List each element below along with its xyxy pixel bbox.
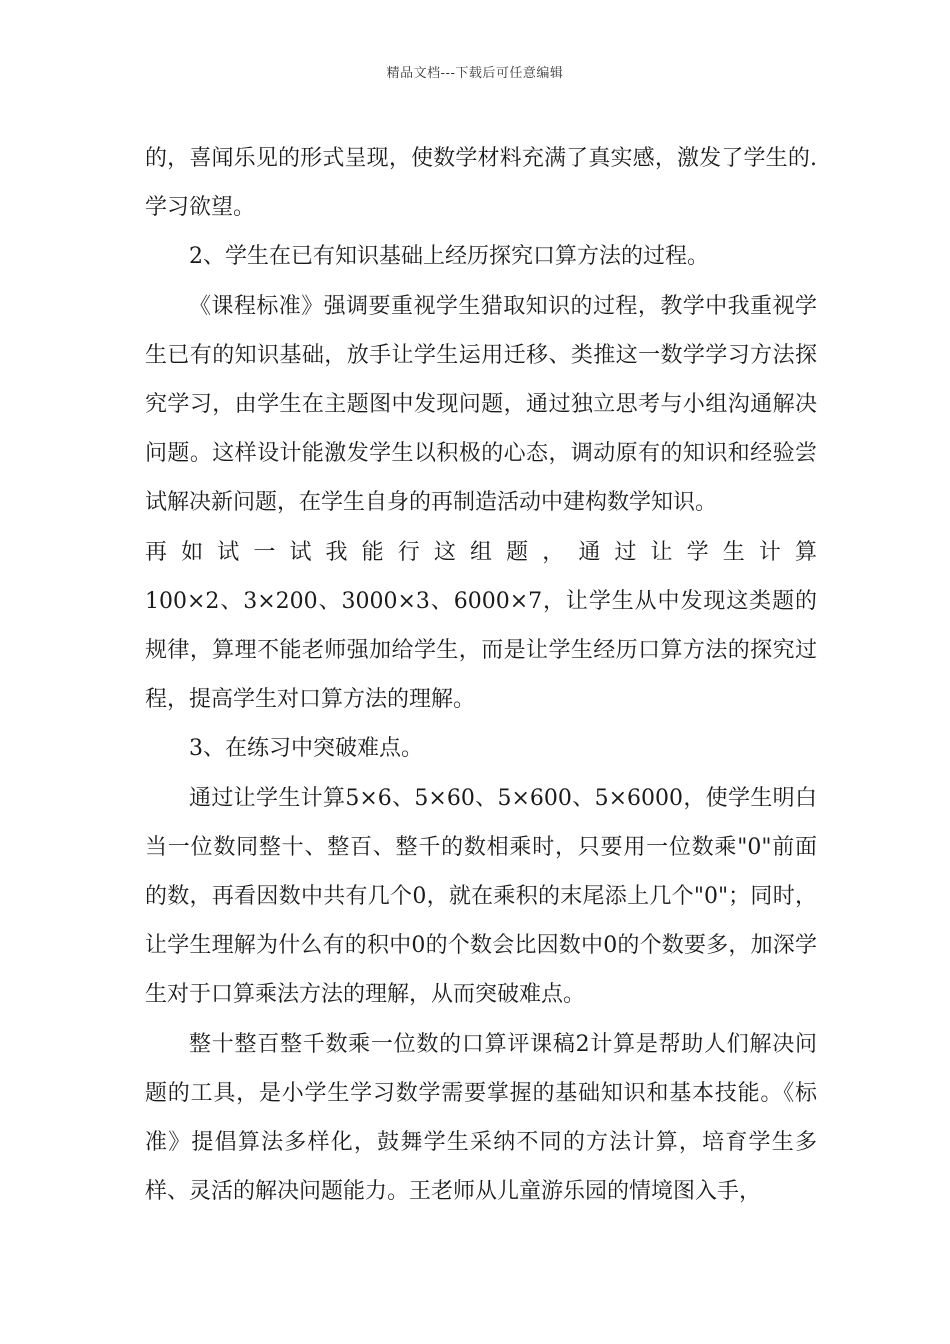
paragraph: 整十整百整千数乘一位数的口算评课稿2计算是帮助人们解决问题的工具，是小学生学习数学需要掌握的基础知识和基本技能。《标准》提倡算法多样化，鼓舞学生采纳不同的方法计算，培育学生多样、灵活的解决问题能力。王老师从儿童游乐园的情境图入手， (145, 1031, 817, 1205)
paragraph: 3、在练习中突破难点。 (189, 736, 423, 762)
document-body (145, 134, 817, 1216)
paragraph: 的，喜闻乐见的形式呈现，使数学材料充满了真实感，激发了学生的.学习欲望。 (145, 146, 817, 221)
paragraph: 100×2、3×200、3000×3、6000×7，让学生从中发现这类题的规律，算理不能老师强加给学生，而是让学生经历口算方法的探究过程，提高学生对口算方法的理解。 (145, 588, 817, 713)
paragraph: 再如试一试我能行这组题，通过让学生计算 (145, 539, 817, 565)
paragraph: 通过让学生计算5×6、5×60、5×600、5×6000，使学生明白当一位数同整十、整百、整千的数相乘时，只要用一位数乘"0"前面的数，再看因数中共有几个0，就在乘积的末尾添上几个"0"；同时，让学生理解为什么有的积中0的个数会比因数中0的个数要多，加深学生对于口算乘法方法的理解，从而突破难点。 (145, 785, 817, 1008)
page-header: 精品文档---下载后可任意编辑 (386, 66, 564, 81)
paragraph: 2、学生在已有知识基础上经历探究口算方法的过程。 (189, 244, 709, 270)
paragraph: 《课程标准》强调要重视学生猎取知识的过程，教学中我重视学生已有的知识基础，放手让学生运用迁移、类推这一数学学习方法探究学习，由学生在主题图中发现问题，通过独立思考与小组沟通解决问题。这样设计能激发学生以积极的心态，调动原有的知识和经验尝试解决新问题，在学生自身的再制造活动中建构数学知识。 (145, 293, 817, 516)
